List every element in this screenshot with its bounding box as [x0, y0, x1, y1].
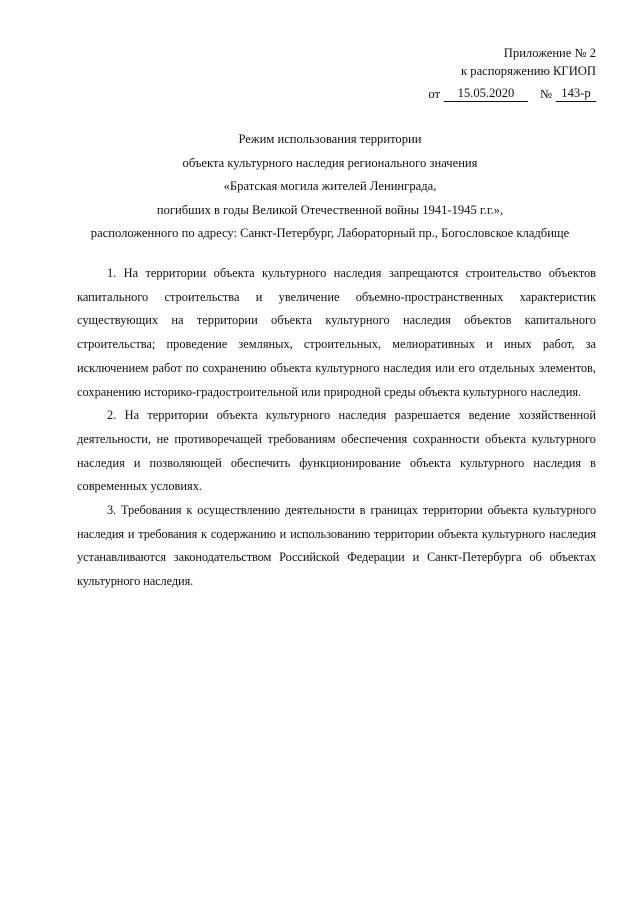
order-date: 15.05.2020	[444, 86, 528, 102]
title-line-3: «Братская могила жителей Ленинграда,	[223, 179, 437, 193]
title-line-1: Режим использования территории	[238, 132, 422, 146]
appendix-header	[461, 44, 596, 80]
paragraph-3: 3. Требования к осуществлению деятельности в границах территории объекта культурного наследия и требования к содержанию и использованию территории объекта культурного наследия устанавливаются законодательством Российской Федерации и Санкт-Петербурга об объектах культурного наследия.	[77, 503, 596, 589]
appendix-label: Приложение № 2	[503, 46, 596, 60]
order-number: 143-р	[556, 86, 596, 102]
date-prefix: от	[428, 87, 440, 101]
document-body	[77, 262, 596, 594]
paragraph-1: 1. На территории объекта культурного наследия запрещаются строительство объектов капитального строительства и увеличение объемно-пространственных характеристик существующих на территории объекта культурного наследия объектов капитального строительства; проведение земляных, строительных, мелиоративных и иных работ, за исключением работ по сохранению объекта культурного наследия или его отдельных элементов, сохранению историко-градостроительной или природной среды объекта культурного наследия.	[77, 266, 596, 399]
title-line-2: объекта культурного наследия регионального значения	[182, 155, 478, 170]
title-line-5: расположенного по адресу: Санкт-Петербург, Лабораторный пр., Богословское кладбище	[90, 226, 570, 240]
title-line-4: погибших в годы Великой Отечественной войны 1941-1945 г.г.»,	[156, 202, 504, 217]
order-reference: к распоряжению КГИОП	[461, 64, 596, 78]
document-title	[60, 128, 600, 246]
paragraph-2: 2. На территории объекта культурного наследия разрешается ведение хозяйственной деятельности, не противоречащей требованиям обеспечения сохранности объекта культурного наследия и позволяющей обеспечить функционирование объекта культурного наследия в современных условиях.	[77, 408, 596, 494]
order-date-number	[428, 86, 596, 102]
number-prefix: №	[539, 87, 552, 101]
